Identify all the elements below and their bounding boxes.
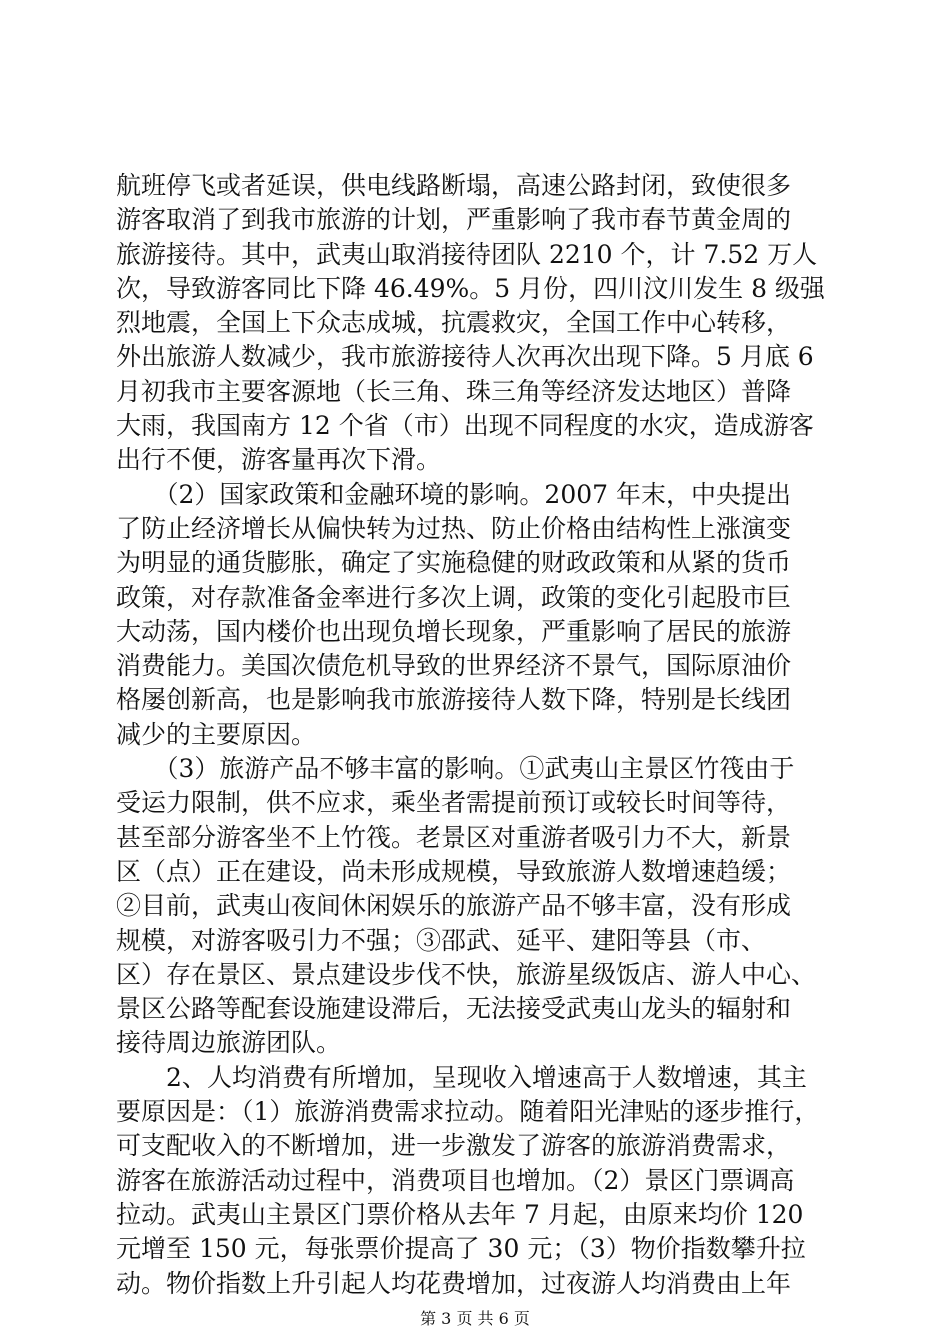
text-line: 旅游接待。其中，武夷山取消接待团队 2210 个，计 7.52 万人 xyxy=(116,239,818,269)
text-line: 规模，对游客吸引力不强；③邵武、延平、建阳等县（市、 xyxy=(116,925,767,955)
text-line: 为明显的通货膨胀，确定了实施稳健的财政政策和从紧的货币 xyxy=(116,548,792,578)
text-line: 景区公路等配套设施建设滞后，无法接受武夷山龙头的辐射和 xyxy=(116,994,792,1024)
text-line: （3）旅游产品不够丰富的影响。①武夷山主景区竹筏由于 xyxy=(116,754,795,784)
text-line: （2）国家政策和金融环境的影响。2007 年末，中央提出 xyxy=(116,479,791,509)
text-line: 区）存在景区、景点建设步伐不快，旅游星级饭店、游人中心、 xyxy=(116,959,817,989)
text-line: 格屡创新高，也是影响我市旅游接待人数下降，特别是长线团 xyxy=(116,685,792,715)
document-body xyxy=(116,169,836,1301)
text-line: 2、人均消费有所增加，呈现收入增速高于人数增速，其主 xyxy=(116,1062,807,1092)
text-line: 区（点）正在建设，尚未形成规模，导致旅游人数增速趋缓； xyxy=(116,856,792,886)
text-line: 航班停飞或者延误，供电线路断塌，高速公路封闭，致使很多 xyxy=(116,171,792,200)
text-line: 减少的主要原因。 xyxy=(116,719,317,749)
text-line: 出行不便，游客量再次下滑。 xyxy=(116,445,442,475)
page-number-footer: 第 3 页 共 6 页 xyxy=(420,1309,530,1328)
text-line: 甚至部分游客坐不上竹筏。老景区对重游者吸引力不大，新景 xyxy=(116,822,792,852)
text-line: 拉动。武夷山主景区门票价格从去年 7 月起，由原来均价 120 xyxy=(116,1199,804,1229)
text-line: 月初我市主要客源地（长三角、珠三角等经济发达地区）普降 xyxy=(116,376,792,406)
text-line: 接待周边旅游团队。 xyxy=(116,1028,342,1058)
text-line: ②目前，武夷山夜间休闲娱乐的旅游产品不够丰富，没有形成 xyxy=(116,891,792,921)
text-line: 元增至 150 元，每张票价提高了 30 元；（3）物价指数攀升拉 xyxy=(116,1234,806,1264)
text-line: 大雨，我国南方 12 个省（市）出现不同程度的水灾，造成游客 xyxy=(116,411,814,441)
text-line: 大动荡，国内楼价也出现负增长现象，严重影响了居民的旅游 xyxy=(116,616,792,646)
text-line: 烈地震，全国上下众志成城，抗震救灾，全国工作中心转移， xyxy=(116,308,792,338)
text-line: 政策，对存款准备金率进行多次上调，政策的变化引起股市巨 xyxy=(116,582,792,612)
text-line: 可支配收入的不断增加，进一步激发了游客的旅游消费需求， xyxy=(116,1131,792,1161)
text-line: 游客取消了到我市旅游的计划，严重影响了我市春节黄金周的 xyxy=(116,205,792,235)
text-line: 消费能力。美国次债危机导致的世界经济不景气，国际原油价 xyxy=(116,651,792,681)
text-line: 了防止经济增长从偏快转为过热、防止价格由结构性上涨演变 xyxy=(116,513,792,543)
text-line: 要原因是：（1）旅游消费需求拉动。随着阳光津贴的逐步推行， xyxy=(116,1097,820,1127)
text-line: 动。物价指数上升引起人均花费增加，过夜游人均消费由上年 xyxy=(116,1268,792,1298)
text-line: 次，导致游客同比下降 46.49%。5 月份，四川汶川发生 8 级强 xyxy=(116,273,825,303)
text-line: 外出旅游人数减少，我市旅游接待人次再次出现下降。5 月底 6 xyxy=(116,342,814,372)
text-line: 受运力限制，供不应求，乘坐者需提前预订或较长时间等待， xyxy=(116,788,792,818)
text-line: 游客在旅游活动过程中，消费项目也增加。（2）景区门票调高 xyxy=(116,1165,795,1195)
